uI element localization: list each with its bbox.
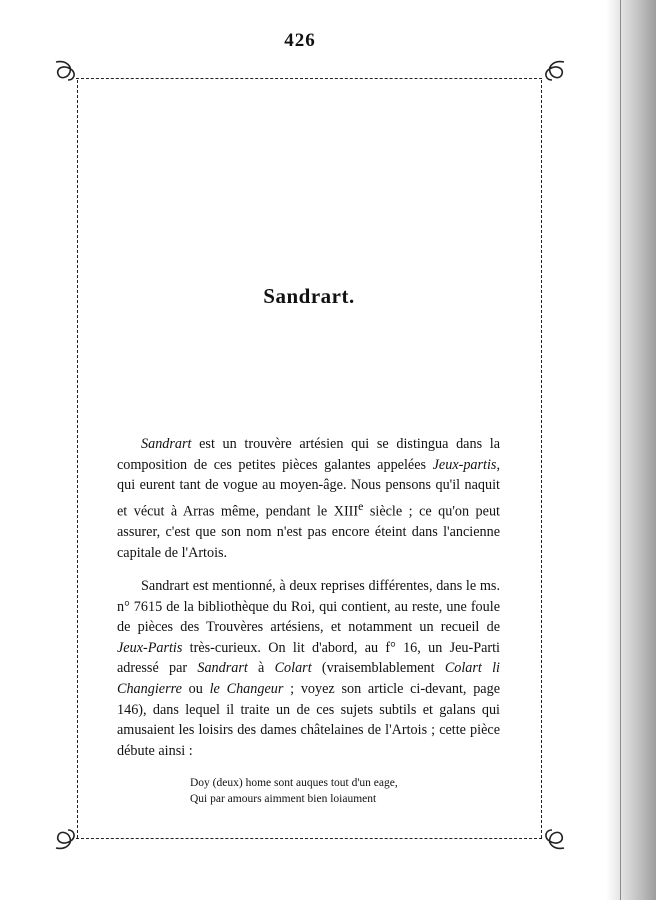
paragraph-manuscript [117,576,500,761]
italic-term: Jeux-partis [432,456,497,473]
page-edge-line [620,0,621,900]
frame-bottom-border [76,838,542,839]
paragraph-intro [117,434,500,563]
paragraph-text: est un trouvère artésien qui se distingua dans la composition de ces petites pièces galantes appelées [117,436,500,473]
paragraph-text: , qui eurent tant de vogue au moyen-âge. Nous pensons qu'il naquit et vécut à Arras même, pendant le XIII [117,456,500,520]
paragraph-text: Sandrart est mentionné, à deux reprises différentes, dans le ms. n° 7615 de la bibliothèque du Roi, qui contient, au reste, une foule de pièces des Trouvères artésiens, et notamment un recueil de [117,578,500,636]
italic-name: Colart [274,660,312,677]
italic-name: Sandrart [197,660,248,677]
paragraph-text: à [247,660,275,677]
frame-top-border [76,78,542,79]
paragraph-text: très-curieux. On lit d'abord, au f° 16, un Jeu-Parti adressé par [117,639,500,677]
corner-flourish-icon [542,826,568,852]
article-heading: Sandrart. [263,284,355,308]
paragraph-text: siècle ; ce qu'on peut assurer, c'est que son nom n'est pas encore éteint dans l'ancienne capitale de l'Artois. [117,503,500,561]
corner-flourish-icon [52,58,78,84]
century-superscript: e [358,498,364,513]
paragraph-text: ; voyez son article ci-devant, page 146), dans lequel il traite un de ces sujets subtils et galans qui amusaient les loisirs des dames châtelaines de l'Artois ; cette pièce débute ainsi : [117,680,500,759]
italic-name: le Changeur [209,680,284,697]
page-number: 426 [284,30,316,51]
frame-left-border [77,80,78,838]
verse-line: Qui par amours aimment bien loiaument [190,793,377,805]
verse-line: Doy (deux) home sont auques tout d'un eage, [190,777,398,789]
verse-quote [190,775,470,807]
page-edge-shadow [606,0,656,900]
corner-flourish-icon [52,826,78,852]
italic-name: Colart li Changierre [117,660,500,697]
italic-name: Sandrart [141,436,192,452]
paragraph-text: ou [181,680,210,697]
frame-right-border [541,80,542,838]
corner-flourish-icon [542,58,568,84]
italic-term: Jeux-Partis [117,639,183,656]
paragraph-text: (vraisemblablement [311,660,445,677]
